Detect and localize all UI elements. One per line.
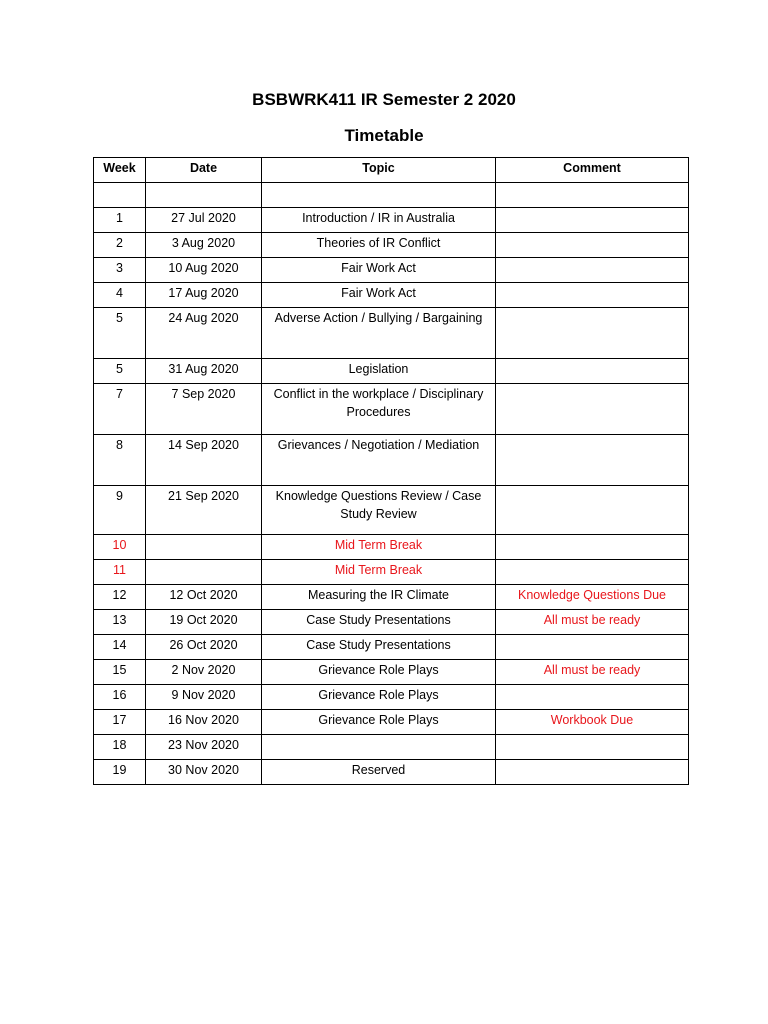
- cell-week: 15: [94, 660, 146, 685]
- cell-comment: All must be ready: [496, 610, 689, 635]
- cell-date: 9 Nov 2020: [146, 685, 262, 710]
- cell-week: [94, 183, 146, 208]
- cell-week: 3: [94, 258, 146, 283]
- cell-date: 14 Sep 2020: [146, 435, 262, 486]
- cell-week: 9: [94, 486, 146, 535]
- cell-topic: Case Study Presentations: [262, 635, 496, 660]
- cell-topic: Grievance Role Plays: [262, 660, 496, 685]
- header-date: Date: [146, 158, 262, 183]
- cell-date: 27 Jul 2020: [146, 208, 262, 233]
- cell-topic: Measuring the IR Climate: [262, 585, 496, 610]
- table-row: [94, 685, 689, 710]
- cell-topic: Grievance Role Plays: [262, 710, 496, 735]
- cell-date: [146, 183, 262, 208]
- cell-comment: All must be ready: [496, 660, 689, 685]
- cell-date: [146, 535, 262, 560]
- cell-date: 2 Nov 2020: [146, 660, 262, 685]
- cell-date: 3 Aug 2020: [146, 233, 262, 258]
- cell-date: 19 Oct 2020: [146, 610, 262, 635]
- cell-topic: Fair Work Act: [262, 258, 496, 283]
- cell-date: 21 Sep 2020: [146, 486, 262, 535]
- cell-week: 4: [94, 283, 146, 308]
- cell-date: 10 Aug 2020: [146, 258, 262, 283]
- cell-comment: [496, 760, 689, 785]
- cell-topic: Grievance Role Plays: [262, 685, 496, 710]
- cell-comment: [496, 685, 689, 710]
- cell-date: 12 Oct 2020: [146, 585, 262, 610]
- cell-comment: [496, 183, 689, 208]
- cell-comment: [496, 560, 689, 585]
- cell-comment: [496, 735, 689, 760]
- cell-date: 31 Aug 2020: [146, 359, 262, 384]
- cell-comment: [496, 258, 689, 283]
- cell-week: 14: [94, 635, 146, 660]
- cell-date: 23 Nov 2020: [146, 735, 262, 760]
- cell-week: 2: [94, 233, 146, 258]
- header-week: Week: [94, 158, 146, 183]
- cell-week: 16: [94, 685, 146, 710]
- cell-date: 26 Oct 2020: [146, 635, 262, 660]
- cell-topic: [262, 735, 496, 760]
- cell-topic: [262, 183, 496, 208]
- table-row: [94, 283, 689, 308]
- header-comment: Comment: [496, 158, 689, 183]
- cell-comment: [496, 233, 689, 258]
- cell-comment: [496, 384, 689, 435]
- cell-week: 5: [94, 308, 146, 359]
- table-row: [94, 435, 689, 486]
- table-row: [94, 660, 689, 685]
- cell-comment: Workbook Due: [496, 710, 689, 735]
- cell-topic: Knowledge Questions Review / Case Study Review: [262, 486, 496, 535]
- cell-date: 30 Nov 2020: [146, 760, 262, 785]
- table-row: [94, 258, 689, 283]
- timetable: [93, 157, 689, 785]
- cell-date: [146, 560, 262, 585]
- cell-week: 8: [94, 435, 146, 486]
- document-subtitle: Timetable: [344, 126, 424, 145]
- cell-date: 16 Nov 2020: [146, 710, 262, 735]
- cell-date: 17 Aug 2020: [146, 283, 262, 308]
- table-row: [94, 359, 689, 384]
- table-row: [94, 535, 689, 560]
- cell-topic: Fair Work Act: [262, 283, 496, 308]
- table-row: [94, 308, 689, 359]
- cell-week: 10: [94, 535, 146, 560]
- cell-topic: Mid Term Break: [262, 535, 496, 560]
- cell-comment: [496, 283, 689, 308]
- cell-date: 7 Sep 2020: [146, 384, 262, 435]
- document-title: BSBWRK411 IR Semester 2 2020: [252, 90, 516, 109]
- table-row: [94, 560, 689, 585]
- cell-week: 13: [94, 610, 146, 635]
- cell-comment: [496, 635, 689, 660]
- cell-topic: Grievances / Negotiation / Mediation: [262, 435, 496, 486]
- cell-comment: [496, 435, 689, 486]
- cell-week: 17: [94, 710, 146, 735]
- cell-topic: Case Study Presentations: [262, 610, 496, 635]
- cell-topic: Reserved: [262, 760, 496, 785]
- cell-comment: [496, 359, 689, 384]
- cell-comment: Knowledge Questions Due: [496, 585, 689, 610]
- cell-comment: [496, 535, 689, 560]
- cell-week: 19: [94, 760, 146, 785]
- cell-topic: Theories of IR Conflict: [262, 233, 496, 258]
- table-row: [94, 384, 689, 435]
- table-row: [94, 760, 689, 785]
- cell-topic: Introduction / IR in Australia: [262, 208, 496, 233]
- table-row: [94, 486, 689, 535]
- cell-comment: [496, 208, 689, 233]
- header-topic: Topic: [262, 158, 496, 183]
- table-row: [94, 585, 689, 610]
- table-row: [94, 710, 689, 735]
- table-row: [94, 183, 689, 208]
- cell-week: 12: [94, 585, 146, 610]
- table-row: [94, 635, 689, 660]
- cell-topic: Mid Term Break: [262, 560, 496, 585]
- cell-week: 7: [94, 384, 146, 435]
- cell-topic: Conflict in the workplace / Disciplinary Procedures: [262, 384, 496, 435]
- table-row: [94, 610, 689, 635]
- cell-comment: [496, 308, 689, 359]
- cell-week: 1: [94, 208, 146, 233]
- cell-week: 5: [94, 359, 146, 384]
- cell-week: 18: [94, 735, 146, 760]
- table-row: [94, 735, 689, 760]
- header-row: [94, 158, 689, 183]
- table-row: [94, 208, 689, 233]
- cell-week: 11: [94, 560, 146, 585]
- cell-comment: [496, 486, 689, 535]
- cell-date: 24 Aug 2020: [146, 308, 262, 359]
- cell-topic: Adverse Action / Bullying / Bargaining: [262, 308, 496, 359]
- table-row: [94, 233, 689, 258]
- cell-topic: Legislation: [262, 359, 496, 384]
